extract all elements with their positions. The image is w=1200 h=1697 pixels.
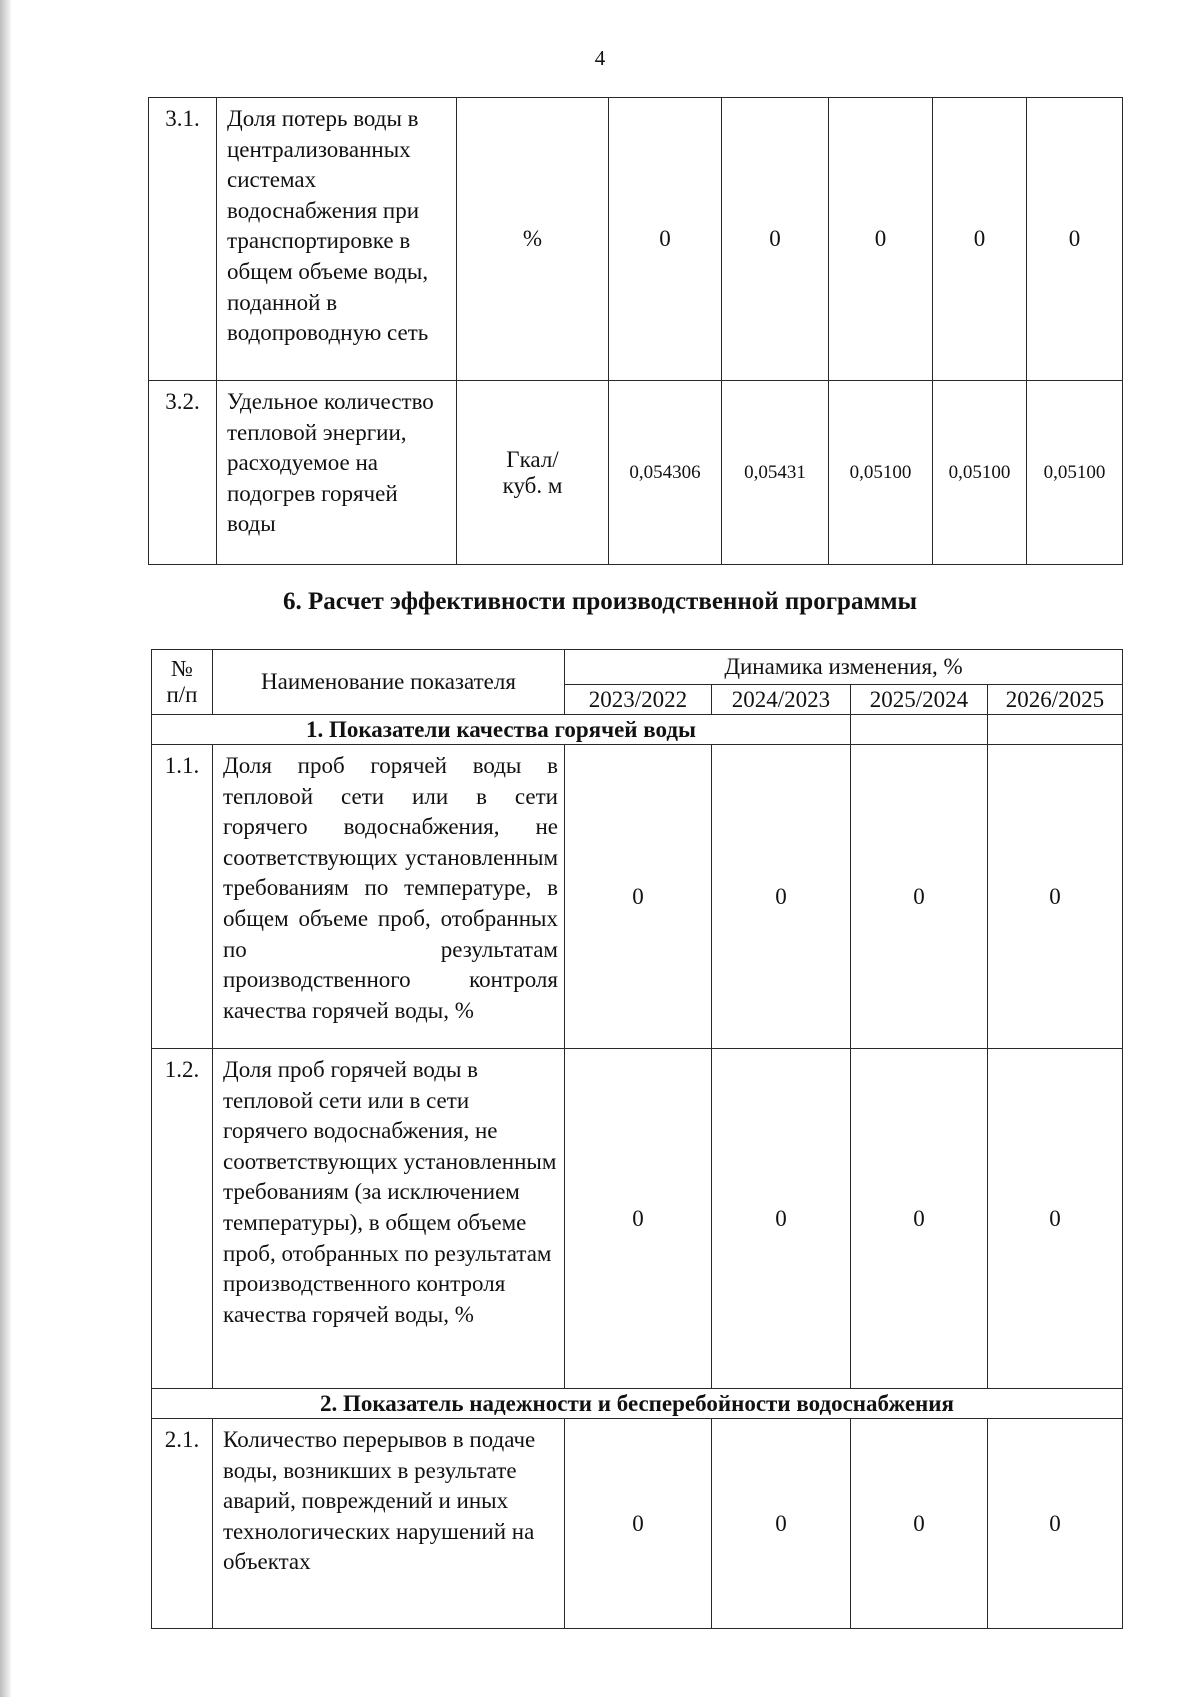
empty-cell xyxy=(851,715,988,745)
value-cell: 0 xyxy=(988,1419,1123,1629)
unit-line: куб. м xyxy=(502,472,563,498)
value-cell: 0 xyxy=(851,1419,988,1629)
value-cell: 0 xyxy=(565,745,712,1049)
indicator-name: Количество перерывов в подаче воды, возникших в результате аварий, повреждений и иных технологических нарушений на объектах xyxy=(213,1419,565,1629)
header-year: 2025/2024 xyxy=(851,685,988,715)
value-cell: 0 xyxy=(988,1049,1123,1389)
value-cell: 0,05100 xyxy=(933,381,1027,565)
value-cell: 0 xyxy=(565,1049,712,1389)
indicator-name: Доля проб горячей воды в тепловой сети или в сети горячего водоснабжения, не соответствующих установленным требованиям (за исключением температуры), в общем объеме проб, отобранных по результатам производственного контроля качества горячей воды, % xyxy=(213,1049,565,1389)
value-cell: 0 xyxy=(609,98,722,381)
value-cell: 0 xyxy=(712,1419,851,1629)
section-heading: 6. Расчет эффективности производственной программы xyxy=(282,588,918,615)
row-number: 3.1. xyxy=(149,98,217,381)
value-cell: 0,05100 xyxy=(1027,381,1123,565)
indicator-name: Доля проб горячей воды в тепловой сети или в сети горячего водоснабжения, не соответствующих установленным требованиям по температуре, в общем объеме проб, отобранных по результатам производственного контроля качества горячей воды, % xyxy=(213,745,565,1049)
page-number: 4 xyxy=(594,46,606,70)
value-cell: 0 xyxy=(712,745,851,1049)
table-row xyxy=(152,1419,1123,1629)
header-year: 2024/2023 xyxy=(712,685,851,715)
indicator-name: Доля потерь воды в централизованных системах водоснабжения при транспортировке в общем объеме воды, поданной в водопроводную сеть xyxy=(217,98,457,381)
header-name: Наименование показателя xyxy=(213,650,565,715)
header-year: 2026/2025 xyxy=(988,685,1123,715)
table-row xyxy=(152,745,1123,1049)
row-number: 2.1. xyxy=(152,1419,213,1629)
unit-cell xyxy=(457,381,609,565)
efficiency-table xyxy=(151,649,1123,1629)
header-year: 2023/2022 xyxy=(565,685,712,715)
section-row xyxy=(152,1389,1123,1419)
section-title: 1. Показатели качества горячей воды xyxy=(152,715,851,745)
indicator-name: Удельное количество тепловой энергии, расходуемое на подогрев горячей воды xyxy=(217,381,457,565)
value-cell: 0,05100 xyxy=(829,381,933,565)
table-row xyxy=(152,1049,1123,1389)
row-number: 1.1. xyxy=(152,745,213,1049)
value-cell: 0 xyxy=(933,98,1027,381)
unit-cell: % xyxy=(457,98,609,381)
empty-cell xyxy=(988,715,1123,745)
header-num xyxy=(152,650,213,715)
row-number: 3.2. xyxy=(149,381,217,565)
table-row xyxy=(149,381,1123,565)
value-cell: 0 xyxy=(1027,98,1123,381)
row-number: 1.2. xyxy=(152,1049,213,1389)
value-cell: 0 xyxy=(829,98,933,381)
table-header-row xyxy=(152,650,1123,685)
value-cell: 0 xyxy=(712,1049,851,1389)
section-row xyxy=(152,715,1123,745)
unit-line: Гкал/ xyxy=(506,446,559,472)
value-cell: 0,054306 xyxy=(609,381,722,565)
value-cell: 0,05431 xyxy=(722,381,829,565)
header-num-line: № xyxy=(171,656,193,681)
value-cell: 0 xyxy=(851,745,988,1049)
section-title: 2. Показатель надежности и бесперебойности водоснабжения xyxy=(152,1389,1123,1419)
scan-page-edge xyxy=(0,0,12,1697)
value-cell: 0 xyxy=(988,745,1123,1049)
value-cell: 0 xyxy=(722,98,829,381)
indicators-table-continued xyxy=(148,97,1123,565)
value-cell: 0 xyxy=(565,1419,712,1629)
table-row xyxy=(149,98,1123,381)
header-dynamics: Динамика изменения, % xyxy=(565,650,1123,685)
header-num-line: п/п xyxy=(166,682,198,707)
value-cell: 0 xyxy=(851,1049,988,1389)
